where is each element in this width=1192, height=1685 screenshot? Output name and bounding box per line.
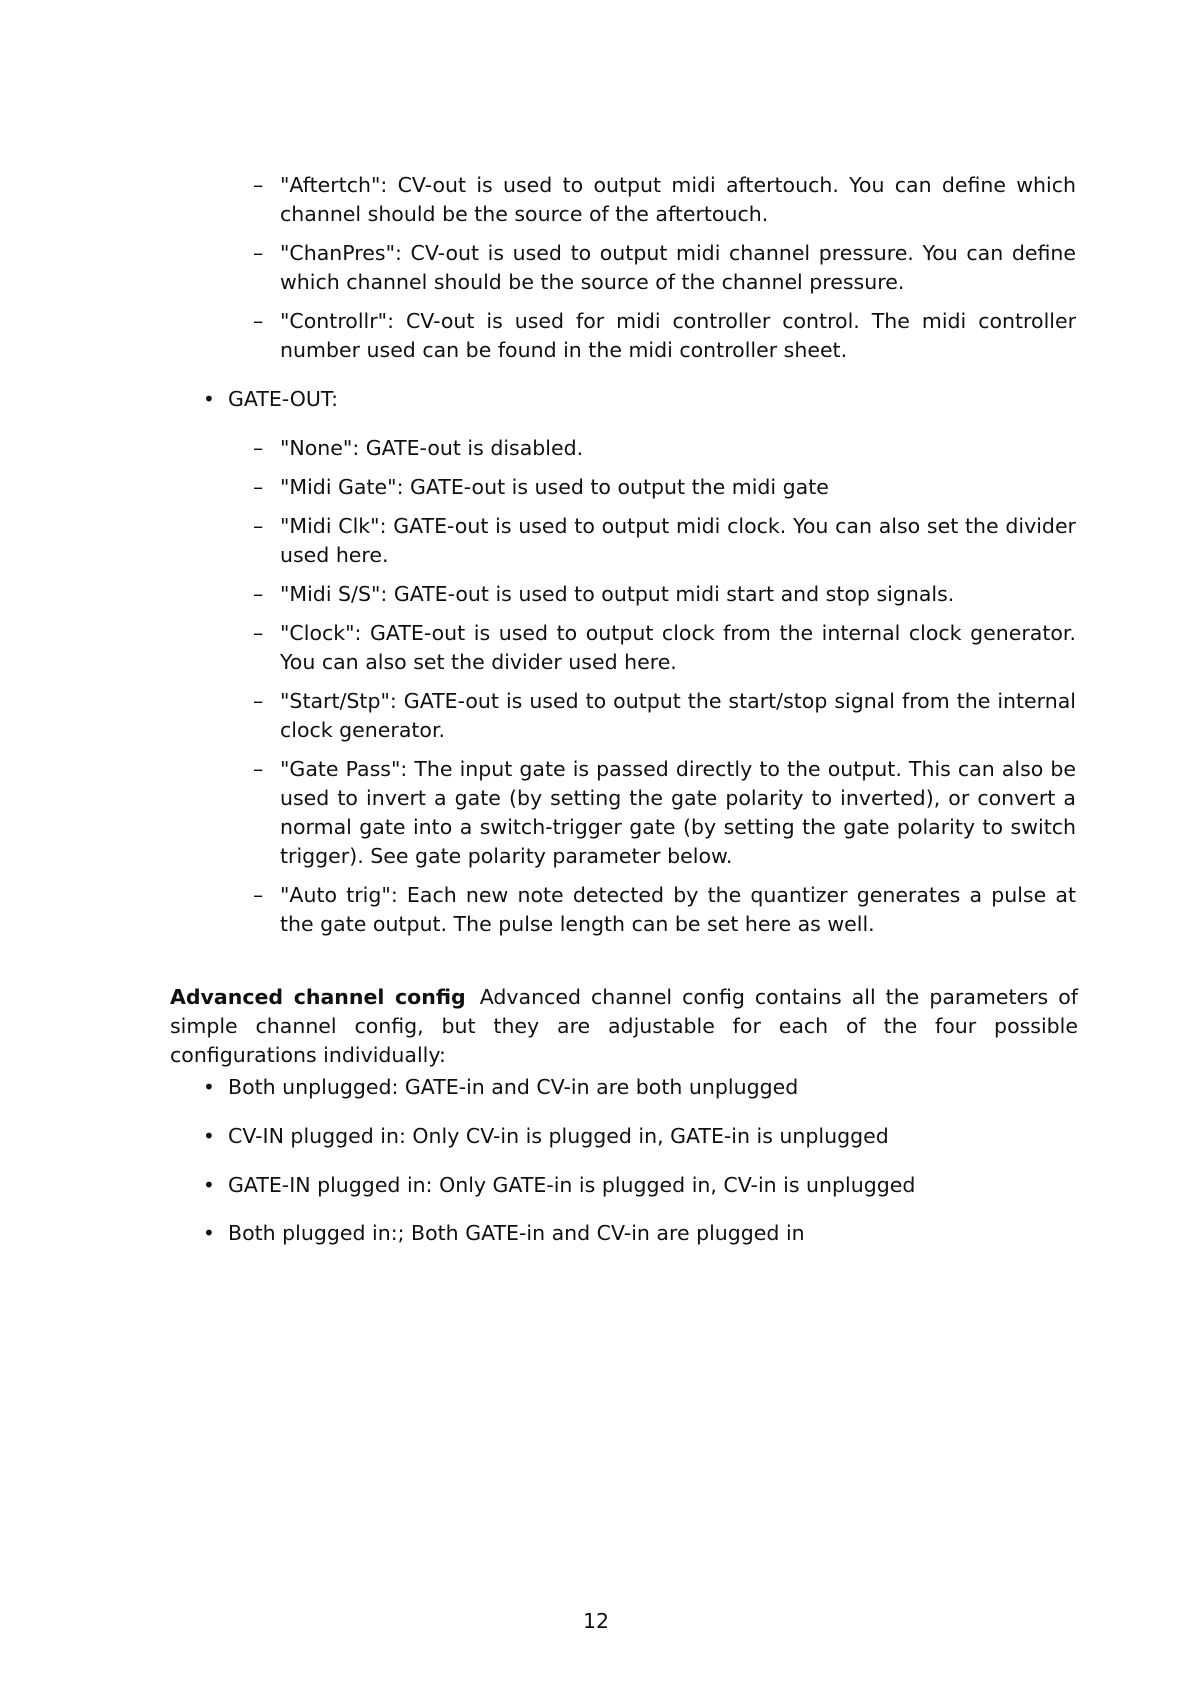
gate-out-item-midi-clk: – "Midi Clk": GATE-out is used to output midi clock. You can also set the divider used here. [280,512,1076,570]
cv-out-item-chanpres: – "ChanPres": CV-out is used to output midi channel pressure. You can define which channel should be the source of the channel pressure. [280,239,1076,297]
advanced-item-cv-in-plugged: • CV-IN plugged in: Only CV-in is plugged in, GATE-in is unplugged [228,1122,1028,1151]
gate-out-item-midi-ss: – "Midi S/S": GATE-out is used to output midi start and stop signals. [280,580,1076,609]
gate-out-item-start-stp: – "Start/Stp": GATE-out is used to output the start/stop signal from the internal clock generator. [280,687,1076,745]
cv-out-item-aftertch: – "Aftertch": CV-out is used to output midi aftertouch. You can define which channel should be the source of the aftertouch. [280,171,1076,229]
gate-out-heading: • GATE-OUT: [228,385,1028,414]
advanced-item-both-unplugged: • Both unplugged: GATE-in and CV-in are both unplugged [228,1073,1028,1102]
advanced-item-both-plugged: • Both plugged in:; Both GATE-in and CV-in are plugged in [228,1219,1028,1248]
gate-out-item-none: – "None": GATE-out is disabled. [280,434,1076,463]
advanced-item-gate-in-plugged: • GATE-IN plugged in: Only GATE-in is plugged in, CV-in is unplugged [228,1171,1028,1200]
advanced-config-heading: Advanced channel config [170,985,466,1009]
page-number: 12 [582,1609,610,1633]
advanced-config-text: Advanced channel config contains all the parameters of simple channel config, but they are adjustable for each of the four possible configurations individually: [170,985,1078,1067]
gate-out-item-clock: – "Clock": GATE-out is used to output clock from the internal clock generator. You can also set the divider used here. [280,619,1076,677]
gate-out-item-midi-gate: – "Midi Gate": GATE-out is used to output the midi gate [280,473,1076,502]
gate-out-item-auto-trig: – "Auto trig": Each new note detected by the quantizer generates a pulse at the gate output. The pulse length can be set here as well. [280,881,1076,939]
cv-out-item-controllr: – "Controllr": CV-out is used for midi controller control. The midi controller number used can be found in the midi controller sheet. [280,307,1076,365]
advanced-config-paragraph [170,983,1078,1070]
gate-out-item-gate-pass: – "Gate Pass": The input gate is passed directly to the output. This can also be used to invert a gate (by setting the gate polarity to inverted), or convert a normal gate into a switch-trigger gate (by setting the gate polarity to switch trigger). See gate polarity parameter below. [280,755,1076,871]
